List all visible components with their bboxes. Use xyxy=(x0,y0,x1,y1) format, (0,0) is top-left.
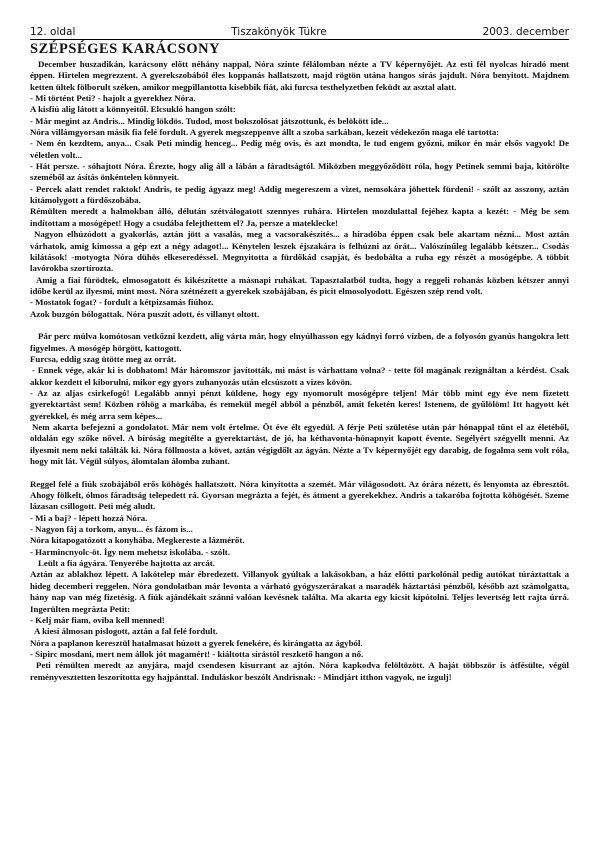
paragraph: A kisfiú alig látott a könnyeitől. Elcsukló hangon szólt: xyxy=(30,104,236,115)
paragraph: Amig a fiai fürödtek, elmosogatott és kikészítette a másnapi ruhákat. Tapasztalatból tudta, hogy a reggeli rohanás közben kétszer annyi időbe kerül az ilyesmi, mint most. Nóra szétnézett a gyerekek szobájában, és picit elmosolyodott. Egészen szép rend volt. xyxy=(30,274,569,296)
paragraph: Pár perc múlva komótosan vetkőzni kezdett, alig várta már, hogy elnyúlhasson egy kádnyi forró vízben, de a folyosón gyanús hangokra lett figyelmes. A mosógép hörgött, kattogott. xyxy=(30,331,569,353)
paragraph: Nóra a paplanon keresztül hatalmasat húzott a gyerek fenekére, és kirángatta az ágyból. xyxy=(30,637,363,648)
paragraph: Nóra villámgyorsan másik fia felé fordult. A gyerek megszeppenve állt a szoba sarkában, kezeit védekezőn maga elé tartotta: xyxy=(30,127,500,138)
paragraph: Azok buzgón bólogattak. Nóra puszit adott, és villanyt oltott. xyxy=(30,308,260,319)
paragraph: Nóra kitapogatózott a konyhába. Megkereste a lázmérőt. xyxy=(30,535,245,546)
paragraph: Aztán az ablakhoz lépett. A lakótelep már ébredezett. Villanyok gyúltak a lakásokban, a ház előtti parkolónál pedig autókat túráztattak a hideg decemberi reggelen. Nóra gondolatban már levonta a várható gyógyszerárakat a maradék háztartási pénzből, később azt számolgatta, hány nap van még fizetésig. A fiúk ajándékait szánni valóan kevésnek találta. Ma akarta egy kicsit kipótolni. Teljes levertség lett rajta úrrá. Ingerülten megrázta Petit: xyxy=(30,569,569,614)
page-number: 12. oldal xyxy=(30,26,76,38)
paragraph: - Kelj már fiam, oviba kell menned! xyxy=(30,614,165,625)
publication-name: Tiszakönyök Tükre xyxy=(231,26,327,38)
paragraph: Nagyon elhúzódott a gyakorlás, aztán jött a vasalás, meg a vacsorakészítés... a híradóba éppen csak bele akartam nézni... Most aztán várhatok, amíg kimossa a gép ezt a négy adagot!... Kénytelen leszek éjszakára is felhúzni az órát... Valószínűleg legalább kétszer... Csodás kilátások! -motyogta Nóra dühös elkeseredéssel. Megnyitotta a fürdőkád csapját, és bedobálta a ruha egy részét a mosógépbe. A többit lavórokba szortírozta. xyxy=(30,229,569,274)
paragraph: Reggel felé a fiúk szobájából erős köhögés hallatszott. Nóra kinyitotta a szemét. Már világosodott. Az órára nézett, és lenyomta az ébresztőt. Ahogy fölkelt, ólmos fáradtság telepedett rá. Gyorsan megrázta a fejét, és átment a gyerekekhez. Andris a takaróba fojtotta köhögését. Szeme lázasan csillogott. Peti még aludt. xyxy=(30,478,569,512)
paragraph: - Harmincnyolc-öt. Így nem mehetsz iskolába. - szólt. xyxy=(30,546,230,557)
paragraph: Furcsa, eddig szag ütötte meg az orrát. xyxy=(30,353,177,364)
paragraph: Nem akarta befejezni a gondolatot. Már nem volt értelme. Öt éve élt egyedül. A férje Peti születése után pár hónappal tűnt el az életéből, oldalán egy szőke nővel. A bíróság megítélte a gyerektartást, de jó, ha kéthavonta-hónapnyit kapott évente. Segélyért szégyellt menni. Az ilyesmit nem neki találták ki. Nóra föllmosta a követ, aztán végigdőlt az ágyán. Nézte a Tv képernyőjét egy darabig, de fogalma sem volt róla, hogy mit lát. Végül súlyos, álomtalan álomba zuhant. xyxy=(30,422,569,467)
article-body xyxy=(30,59,569,683)
paragraph: - Ennek vége, akár ki is dobhatom! Már háromszor javították, mi mást is várhattam volna? - tette föl magának rezignáltan a kérdést. Csak akkor kezdett el kiborulni, mikor egy gyors zuhanyozás után elcsúszott a vizes kövön. xyxy=(30,365,569,387)
paragraph: - Nem én kezdtem, anya... Csak Peti mindig henceg... Pedig még ovis, és azt mondta, le tud engem győzni, mikor én már elsős vagyok! De véletlen volt... xyxy=(30,138,569,160)
article-title: SZÉPSÉGES KARÁCSONY xyxy=(30,41,221,57)
paragraph: - Mi történt Peti? - hajolt a gyerekhez Nóra. xyxy=(30,93,196,104)
paragraph-spacer xyxy=(30,320,569,331)
paragraph: Rémülten meredt a halmokban álló, délután szétválogatott szennyes ruhára. Hirtelen mozdulattal fejéhez kapta a kezét: - Még be sem indítottam a mosógépet! Hogy a csudába felejthettem el? Ja, persze a mateklecke! xyxy=(30,206,569,228)
paragraph: A kiesi álmosan pislogott, aztán a fal felé fordult. xyxy=(34,626,218,637)
paragraph: - Nagyon fáj a torkom, anyu... és fázom is... xyxy=(30,524,193,535)
paragraph: Leült a fia ágyára. Tenyerébe hajtotta az arcát. xyxy=(38,558,215,569)
paragraph: - Percek alatt rendet raktok! Andris, te pedig ágyazz meg! Addig megereszem a vizet, nemsokára jöhettek fürdeni! - szólt az asszony, aztán kitámolygott a fürdőszobába. xyxy=(30,183,569,206)
paragraph-spacer xyxy=(30,467,569,478)
paragraph: - Már megint az Andris... Mindig lökdös. Tudod, most bokszolósat játszottunk, és belökött ide... xyxy=(30,115,389,126)
page-header xyxy=(30,26,569,40)
paragraph: December huszadikán, karácsony előtt néhány nappal, Nóra szinte félálomban nézte a TV képernyőjét. Az esti fél nyolcas híradó ment éppen. Hirtelen megrezzent. A gyerekszobából éles koppanás hallatszott, majd rögtön utána hangos sírás jajdult. Nóra benyitott. Majdnem ketten ültek fölborult széken, amikor megpillantotta kisebbik fiát, aki furcsa testhelyzetben feküdt az asztal alatt. xyxy=(30,59,569,92)
issue-date: 2003. december xyxy=(482,26,569,38)
paragraph: Peti rémülten meredt az anyjára, majd csendesen kisurrant az ajtón. Nóra kapkodva felöltözött. A haját többször is átfésülte, végül reményvesztetten leszorította egy hajpánttal. Induláskor beszólt Andrisnak: - Mindjárt itthon vagyok, ne izgulj! xyxy=(30,660,569,682)
paragraph: - Mi a baj? - lépett hozzá Nóra. xyxy=(30,512,148,523)
paragraph: - Az az aljas csirkefogó! Legalább annyi pénzt küldene, hogy egy nyomorult mosógépre teljen! Már több mint egy éve nem fizetett gyerektartást sem! Közben röhög a markába, és remekül megél abból a pénzből, amit feketén keres! Istenem, de gyűlölöm! Itt hagyott két gyerekkel, és még arra sem képes... xyxy=(30,387,569,421)
paragraph: - Mostatok fogat? - fordult a kétpizsamás fiúhoz. xyxy=(30,297,214,308)
paragraph: - Hát persze. - sóhajtott Nóra. Érezte, hogy alig áll a lábán a fáradtságtól. Miközben meggyőződött róla, hogy Petinek semmi baja, kitörölte szeméből az ásítás önkéntelen könnyeit. xyxy=(30,161,569,183)
paragraph: - Sipirc mosdani, mert nem állok jót magamért! - kiáltotta sírástól reszkető hangon a nő. xyxy=(30,648,364,659)
